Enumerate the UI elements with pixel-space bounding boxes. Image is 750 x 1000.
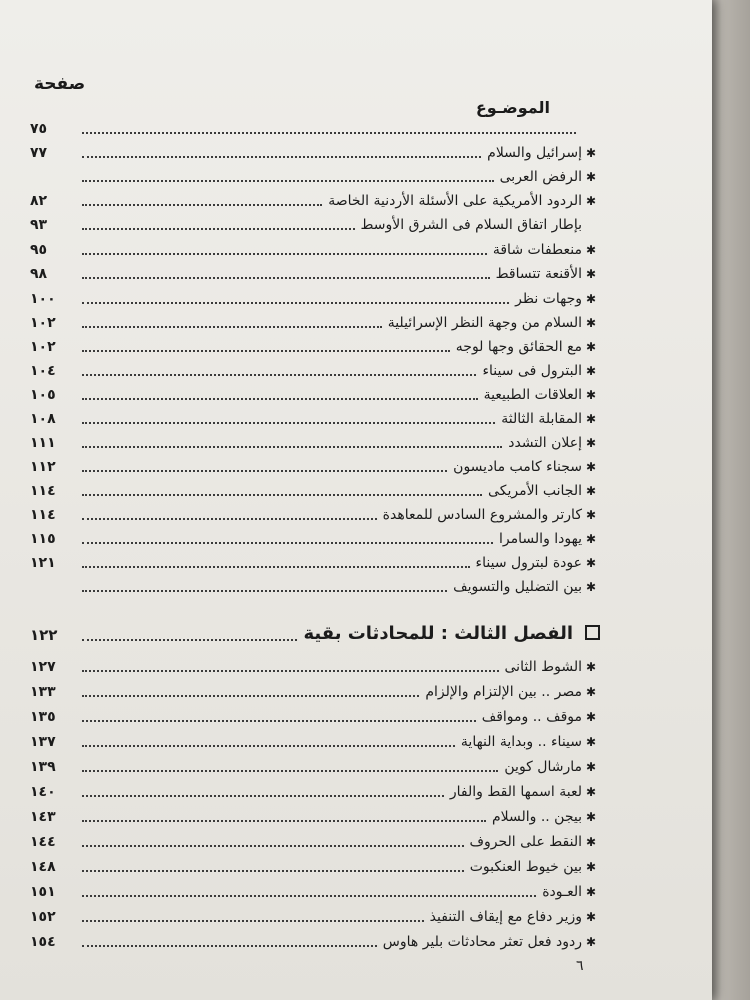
toc-title: مارشال كوين <box>504 759 582 775</box>
bullet-icon: ✱ <box>585 935 597 949</box>
toc-title: الجانب الأمريكى <box>488 483 582 499</box>
leader-dots <box>82 590 447 592</box>
bullet-icon: ✱ <box>585 860 597 874</box>
bullet-icon: ✱ <box>585 556 597 570</box>
square-bullet-icon <box>585 625 600 640</box>
toc-title: المقابلة الثالثة <box>501 411 582 427</box>
chapter-page: ١٢٢ <box>30 626 58 644</box>
bullet-icon: ✱ <box>585 484 597 498</box>
bullet-icon: ✱ <box>585 194 597 208</box>
toc-page: ٧٧ <box>30 145 48 161</box>
toc-title: مصر .. بين الإلتزام والإلزام <box>425 684 582 700</box>
bullet-icon: ✱ <box>585 436 597 450</box>
leader-dots <box>82 398 478 400</box>
toc-row <box>30 455 600 477</box>
toc-title: عودة لبترول سيناء <box>475 555 582 571</box>
leader-dots <box>82 374 476 376</box>
leader-dots <box>82 566 470 568</box>
leader-dots <box>82 180 494 182</box>
bullet-icon: ✱ <box>585 267 597 281</box>
toc-row <box>30 830 600 852</box>
leader-dots <box>82 720 476 722</box>
bullet-icon: ✱ <box>585 835 597 849</box>
toc-page: ١٠٢ <box>30 339 56 355</box>
bullet-icon: ✱ <box>585 146 597 160</box>
toc-row <box>30 141 600 163</box>
leader-dots <box>82 820 486 822</box>
toc-title: الرفض العربى <box>499 169 582 185</box>
bullet-icon: ✱ <box>585 580 597 594</box>
toc-row <box>30 780 600 802</box>
chapter-title: الفصل الثالث : للمحادثات بقية <box>303 623 573 644</box>
bullet-icon: ✱ <box>585 508 597 522</box>
toc-page: ١٥٤ <box>30 934 56 950</box>
toc-title: بين التضليل والتسويف <box>453 579 582 595</box>
toc-row <box>30 238 600 260</box>
bullet-icon: ✱ <box>585 760 597 774</box>
toc-row <box>30 755 600 777</box>
toc-title: بإطار اتفاق السلام فى الشرق الأوسط <box>360 217 582 233</box>
toc-page <box>30 185 76 187</box>
bullet-icon: ✱ <box>585 170 597 184</box>
toc-page: ١٠٤ <box>30 363 56 379</box>
bullet-icon: ✱ <box>585 364 597 378</box>
toc-page: ١٥٢ <box>30 909 56 925</box>
leader-dots <box>82 695 419 697</box>
toc-row <box>30 479 600 501</box>
bullet-icon: ✱ <box>585 785 597 799</box>
toc-page: ١٠٠ <box>30 291 56 307</box>
toc-page: ١٥١ <box>30 884 56 900</box>
toc-page: ١١٤ <box>30 507 56 523</box>
toc-title: بيجن .. والسلام <box>491 809 582 825</box>
toc-row <box>30 805 600 827</box>
leader-dots <box>82 446 502 448</box>
bullet-icon: ✱ <box>585 243 597 257</box>
toc-row <box>30 431 600 453</box>
bullet-icon: ✱ <box>585 735 597 749</box>
leader-dots <box>82 770 498 772</box>
toc-title: الشوط الثانى <box>504 659 582 675</box>
toc-page: ٨٢ <box>30 193 48 209</box>
toc-title: ردود فعل تعثر محادثات بلير هاوس <box>382 934 582 950</box>
bullet-icon: ✱ <box>585 910 597 924</box>
toc-title: العلاقات الطبيعية <box>483 387 582 403</box>
leader-dots <box>82 326 382 328</box>
toc-row <box>30 262 600 284</box>
toc-row <box>30 930 600 952</box>
toc-title: الأقنعة تتساقط <box>495 266 582 282</box>
leader-dots <box>82 228 355 230</box>
toc-title: وجهات نظر <box>515 291 582 307</box>
leader-dots <box>82 253 487 255</box>
leader-dots <box>82 518 377 520</box>
toc-page: ١٠٨ <box>30 411 56 427</box>
toc-page: ١٤٨ <box>30 859 56 875</box>
toc-page: ١٣٣ <box>30 684 56 700</box>
toc-title: النقط على الحروف <box>469 834 582 850</box>
toc-page: ١١٥ <box>30 531 56 547</box>
toc-row <box>30 287 600 309</box>
toc-row <box>30 575 600 597</box>
toc-row <box>30 730 600 752</box>
leader-dots <box>82 745 455 747</box>
toc-page: ٧٥ <box>30 121 48 137</box>
toc-page: ١١٢ <box>30 459 56 475</box>
toc-page: ١٠٥ <box>30 387 56 403</box>
leader-dots <box>82 870 464 872</box>
toc-page: ١٤٠ <box>30 784 56 800</box>
bullet-icon: ✱ <box>585 660 597 674</box>
toc-row <box>30 311 600 333</box>
subject-column-header: الموضـوع <box>475 98 550 117</box>
toc-page: ١٣٧ <box>30 734 56 750</box>
toc-row <box>30 189 600 211</box>
toc-row <box>30 655 600 677</box>
toc-page: ١٣٥ <box>30 709 56 725</box>
toc-title: موقف .. ومواقف <box>481 709 582 725</box>
toc-title: مع الحقائق وجها لوجه <box>455 339 582 355</box>
toc-row <box>30 407 600 429</box>
toc-row <box>30 335 600 357</box>
bullet-icon: ✱ <box>585 412 597 426</box>
toc-row <box>30 503 600 525</box>
toc-title: كارتر والمشروع السادس للمعاهدة <box>382 507 582 523</box>
page-column-header: صفحة <box>34 74 86 94</box>
bullet-icon: ✱ <box>585 460 597 474</box>
leader-dots <box>82 277 490 279</box>
leader-dots <box>82 302 509 304</box>
toc-title: البترول فى سيناء <box>482 363 582 379</box>
toc-title: الردود الأمريكية على الأسئلة الأردنية الخاصة <box>328 193 582 209</box>
toc-row <box>30 359 600 381</box>
leader-dots <box>82 542 493 544</box>
leader-dots <box>82 422 495 424</box>
toc-row <box>30 705 600 727</box>
toc-title: منعطفات شاقة <box>492 242 582 258</box>
bullet-icon: ✱ <box>585 532 597 546</box>
bullet-icon: ✱ <box>585 292 597 306</box>
toc-title: لعبة اسمها القط والفار <box>449 784 582 800</box>
leader-dots <box>82 920 424 922</box>
leader-dots <box>82 350 450 352</box>
toc-page: ١٠٢ <box>30 315 56 331</box>
page-number: ٦ <box>576 958 584 974</box>
leader-dots <box>82 845 464 847</box>
toc-row <box>30 527 600 549</box>
toc-title: سجناء كامب ماديسون <box>453 459 582 475</box>
toc-title: يهودا والسامرا <box>499 531 582 547</box>
toc-page: ١٢٧ <box>30 659 56 675</box>
toc-page: ١١٤ <box>30 483 56 499</box>
leader-dots <box>82 156 481 158</box>
bullet-icon: ✱ <box>585 685 597 699</box>
toc-title: إعلان التشدد <box>508 435 582 451</box>
leader-dots <box>82 895 536 897</box>
toc-row <box>30 551 600 573</box>
toc-row <box>30 383 600 405</box>
toc-page: ٩٣ <box>30 217 48 233</box>
leader-dots <box>82 795 444 797</box>
bullet-icon <box>582 232 600 235</box>
bullet-icon: ✱ <box>585 810 597 824</box>
toc-row <box>30 680 600 702</box>
bullet-icon: ✱ <box>585 710 597 724</box>
toc-page <box>30 595 76 597</box>
leader-dots <box>82 945 377 947</box>
leader-dots <box>82 670 499 672</box>
chapter-heading <box>30 618 600 646</box>
bullet-icon: ✱ <box>585 340 597 354</box>
leader-dots <box>82 204 322 206</box>
toc-page: ١١١ <box>30 435 56 451</box>
toc-row <box>30 165 600 187</box>
toc-title: إسرائيل والسلام <box>487 145 582 161</box>
toc-page: ١٢١ <box>30 555 56 571</box>
leader-dots <box>82 494 482 496</box>
toc-title: العـودة <box>542 884 582 900</box>
bullet-icon: ✱ <box>585 316 597 330</box>
toc-title: وزير دفاع مع إيقاف التنفيذ <box>429 909 582 925</box>
toc-page: ٩٥ <box>30 242 48 258</box>
toc-title: السلام من وجهة النظر الإسرائيلية <box>387 315 582 331</box>
toc-page: ١٤٣ <box>30 809 56 825</box>
table-of-contents <box>30 0 600 1000</box>
leader-dots <box>82 639 297 641</box>
toc-page: ٩٨ <box>30 266 48 282</box>
bullet-icon: ✱ <box>585 885 597 899</box>
bullet-icon <box>582 136 600 139</box>
toc-title: سيناء .. وبداية النهاية <box>460 734 582 750</box>
toc-title: بين خيوط العنكبوت <box>469 859 582 875</box>
toc-row <box>30 855 600 877</box>
bullet-icon: ✱ <box>585 388 597 402</box>
toc-page: ١٤٤ <box>30 834 56 850</box>
toc-row <box>30 880 600 902</box>
toc-page: ١٣٩ <box>30 759 56 775</box>
toc-row <box>30 117 600 139</box>
leader-dots <box>82 132 576 134</box>
leader-dots <box>82 470 447 472</box>
toc-row <box>30 905 600 927</box>
toc-row <box>30 213 600 235</box>
